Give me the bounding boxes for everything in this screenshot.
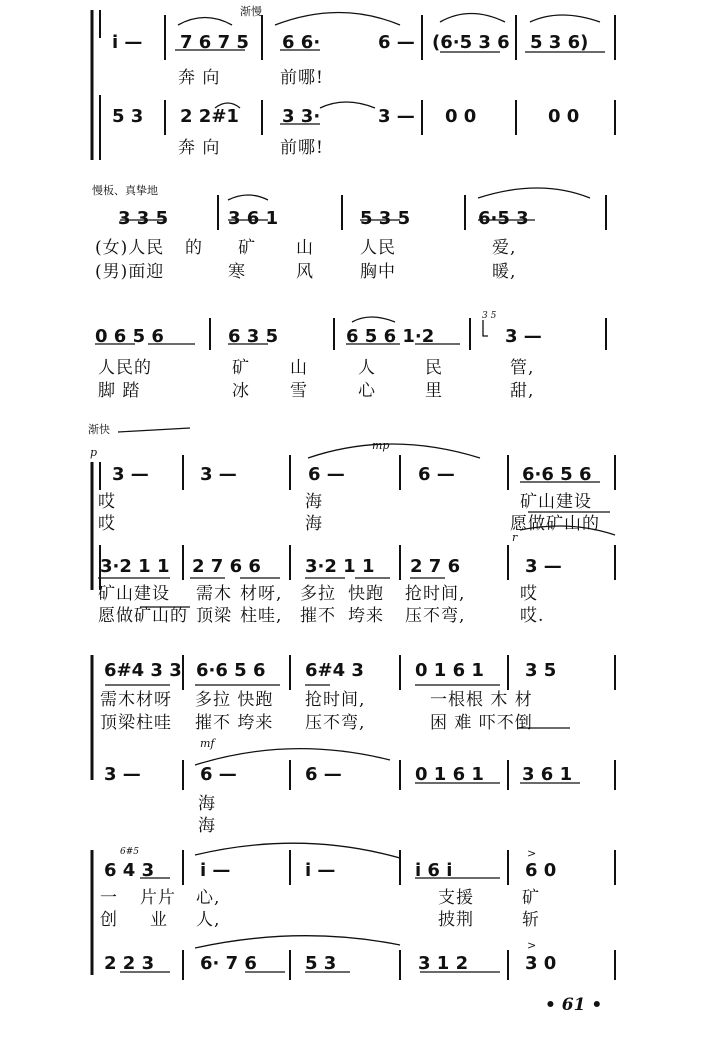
lyrics-verse2: 脚 踏	[98, 381, 141, 401]
lyrics-upper-2: 摧不 垮来	[195, 713, 274, 733]
notes-upper-bar5: (6·5 3 6	[432, 32, 510, 53]
notes-upper-bar4: 0 1 6 1	[415, 660, 484, 681]
notes-lower-bar2: 2 7 6 6	[192, 556, 261, 577]
notes-lower-bar5: 3 0	[525, 953, 557, 974]
lyrics-upper-1: 需木材呀	[100, 690, 172, 710]
lyrics-verse2: 冰	[232, 381, 250, 401]
accent-mark: >	[527, 939, 537, 952]
lyrics-male: (男)面迎	[95, 262, 165, 282]
tempo-marking: 渐快	[88, 423, 110, 436]
notes-upper-bar3: 6 6·	[282, 32, 321, 53]
notes-lower-bar4: 2 7 6	[410, 556, 461, 577]
notes-bar1: 0 6 5 6	[95, 326, 164, 347]
lyrics-female: 的	[185, 238, 203, 258]
lyrics-lower-1: 快跑	[348, 584, 384, 604]
lyrics-upper-2: 愿做矿山的	[510, 514, 600, 534]
lyrics-verse1: 民	[425, 358, 443, 378]
lyrics-upper-2: 业	[150, 910, 168, 930]
notes-bar4: 6·5 3	[478, 208, 529, 229]
lyrics-female: (女)人民	[95, 238, 165, 258]
lyrics-verse2: 心	[358, 381, 376, 401]
notes-lower-bar1: 5 3	[112, 106, 144, 127]
notes-upper-bar6: 5 3 6)	[530, 32, 589, 53]
lyrics-lower-2: 海	[198, 816, 216, 836]
accent-mark: >	[527, 847, 537, 860]
notes-lower-bar5: 3 6 1	[522, 764, 573, 785]
lyrics-upper-2: 压不弯,	[305, 713, 366, 733]
notes-lower-bar5: 3 —	[525, 556, 562, 577]
lyrics-upper-2: 哎	[98, 514, 116, 534]
lyrics-upper-1: 片片	[140, 888, 176, 908]
notes-upper-bar1: 6 4 3	[104, 860, 155, 881]
notes-lower-bar4: 3 —	[378, 106, 415, 127]
lyrics-upper-2: 困 难 吓不倒	[430, 713, 533, 733]
lyrics-lower-2: 垮来	[348, 606, 384, 626]
notes-lower-bar3: 3 3·	[282, 106, 321, 127]
lyrics-male: 暖,	[492, 262, 517, 282]
lyrics-upper: 奔 向	[178, 68, 221, 88]
lyrics-verse2: 甜,	[510, 381, 535, 401]
notes-upper-bar4: 6 —	[418, 464, 455, 485]
notes-lower-bar1: 2 2 3	[104, 953, 155, 974]
lyrics-lower-1: 海	[198, 794, 216, 814]
lyrics-lower-1: 多拉	[300, 584, 336, 604]
notes-upper-bar1: 6#4 3 3	[104, 660, 182, 681]
lyrics-lower-2: 顶梁	[196, 606, 232, 626]
notes-upper-bar2: 3 —	[200, 464, 237, 485]
notes-upper-bar4: 6 —	[378, 32, 415, 53]
lyrics-lower: 奔 向	[178, 138, 221, 158]
lyrics-upper-2: 创	[100, 910, 118, 930]
dynamic-mark: mp	[372, 439, 390, 452]
notes-upper-bar5: 6 0	[525, 860, 557, 881]
notes-upper-bar5: 6·6 5 6	[522, 464, 592, 485]
lyrics-verse1: 人民的	[98, 358, 152, 378]
lyrics-lower-2: 哎.	[520, 606, 545, 626]
lyrics-upper-2: 披荆	[438, 910, 474, 930]
lyrics-lower-1: 抢时间,	[405, 584, 466, 604]
lyrics-verse1: 矿	[232, 358, 250, 378]
notes-upper-bar3: 6 —	[308, 464, 345, 485]
notes-upper-bar1: i —	[112, 32, 143, 53]
notes-bar4: 3 —	[505, 326, 542, 347]
lyrics-upper: 前哪!	[280, 68, 324, 88]
notes-lower-bar2: 2 2#1	[180, 106, 239, 127]
lyrics-upper-2: 海	[305, 514, 323, 534]
lyrics-male: 寒	[228, 262, 246, 282]
lyrics-upper-2: 人,	[196, 910, 221, 930]
notes-lower-bar3: 3·2 1 1	[305, 556, 375, 577]
lyrics-verse2: 雪	[290, 381, 308, 401]
lyrics-upper-2: 顶梁柱哇	[100, 713, 172, 733]
notes-lower-bar3: 6 —	[305, 764, 342, 785]
notes-lower-bar3: 5 3	[305, 953, 337, 974]
notes-bar2: 6 3 5	[228, 326, 279, 347]
notes-upper-bar2: 6·6 5 6	[196, 660, 266, 681]
notes-lower-bar6: 0 0	[548, 106, 580, 127]
tempo-marking: 慢板、真挚地	[92, 184, 158, 197]
lyrics-male: 胸中	[360, 262, 396, 282]
grace-notes: 6#5	[120, 847, 139, 857]
page-number: • 61 •	[545, 995, 603, 1015]
notes-upper-bar1: 3 —	[112, 464, 149, 485]
lyrics-upper-2: 斩	[522, 910, 540, 930]
lyrics-upper-1: 一根根 木 材	[430, 690, 533, 710]
notes-bar1: 3 3 5	[118, 208, 169, 229]
lyrics-verse1: 管,	[510, 358, 535, 378]
notes-lower-bar4: 3 1 2	[418, 953, 469, 974]
dynamic-mark: mf	[200, 737, 215, 750]
lyrics-upper-1: 抢时间,	[305, 690, 366, 710]
notes-upper-bar2: 7 6 7 5	[180, 32, 249, 53]
notes-bar2: 3 6 1	[228, 208, 279, 229]
lyrics-lower-2: 柱哇,	[240, 606, 283, 626]
lyrics-lower-1: 哎	[520, 584, 538, 604]
notes-lower-bar4: 0 1 6 1	[415, 764, 484, 785]
notes-lower-bar5: 0 0	[445, 106, 477, 127]
lyrics-female: 矿	[238, 238, 256, 258]
lyrics-female: 爱,	[492, 238, 517, 258]
notes-bar3: 6 5 6 1·2	[346, 326, 435, 347]
lyrics-male: 风	[296, 262, 314, 282]
lyrics-upper-1: 支援	[438, 888, 474, 908]
notes-lower-bar1: 3 —	[104, 764, 141, 785]
notes-lower-bar2: 6· 7 6	[200, 953, 257, 974]
lyrics-upper-1: 海	[305, 492, 323, 512]
lyrics-lower-1: 矿山建设	[98, 584, 170, 604]
notes-upper-bar3: i —	[305, 860, 336, 881]
lyrics-upper-1: 哎	[98, 492, 116, 512]
lyrics-lower-2: 愿做矿山的	[98, 606, 188, 626]
lyrics-lower-1: 材呀,	[240, 584, 283, 604]
tempo-marking: 渐慢	[240, 5, 262, 18]
lyrics-lower-1: 需木	[196, 584, 232, 604]
lyrics-lower-2: 压不弯,	[405, 606, 466, 626]
notes-lower-bar2: 6 —	[200, 764, 237, 785]
lyrics-verse1: 山	[290, 358, 308, 378]
lyrics-lower: 前哪!	[280, 138, 324, 158]
notes-bar3: 5 3 5	[360, 208, 411, 229]
lyrics-female: 人民	[360, 238, 396, 258]
notes-lower-bar1: 3·2 1 1	[100, 556, 170, 577]
grace-notes: 3 5	[482, 311, 497, 321]
notes-upper-bar5: 3 5	[525, 660, 557, 681]
lyrics-upper-1: 矿山建设	[520, 492, 592, 512]
notes-upper-bar4: i 6 i	[415, 860, 453, 881]
lyrics-lower-2: 摧不	[300, 606, 336, 626]
lyrics-upper-1: 一	[100, 888, 118, 908]
lyrics-verse1: 人	[358, 358, 376, 378]
dynamic-mark: p	[90, 446, 98, 459]
lyrics-upper-1: 多拉 快跑	[195, 690, 274, 710]
lyrics-female: 山	[296, 238, 314, 258]
dynamic-mark: r	[512, 531, 518, 544]
lyrics-upper-1: 心,	[196, 888, 221, 908]
notes-upper-bar2: i —	[200, 860, 231, 881]
lyrics-upper-1: 矿	[522, 888, 540, 908]
lyrics-verse2: 里	[425, 381, 443, 401]
notes-upper-bar3: 6#4 3	[305, 660, 364, 681]
